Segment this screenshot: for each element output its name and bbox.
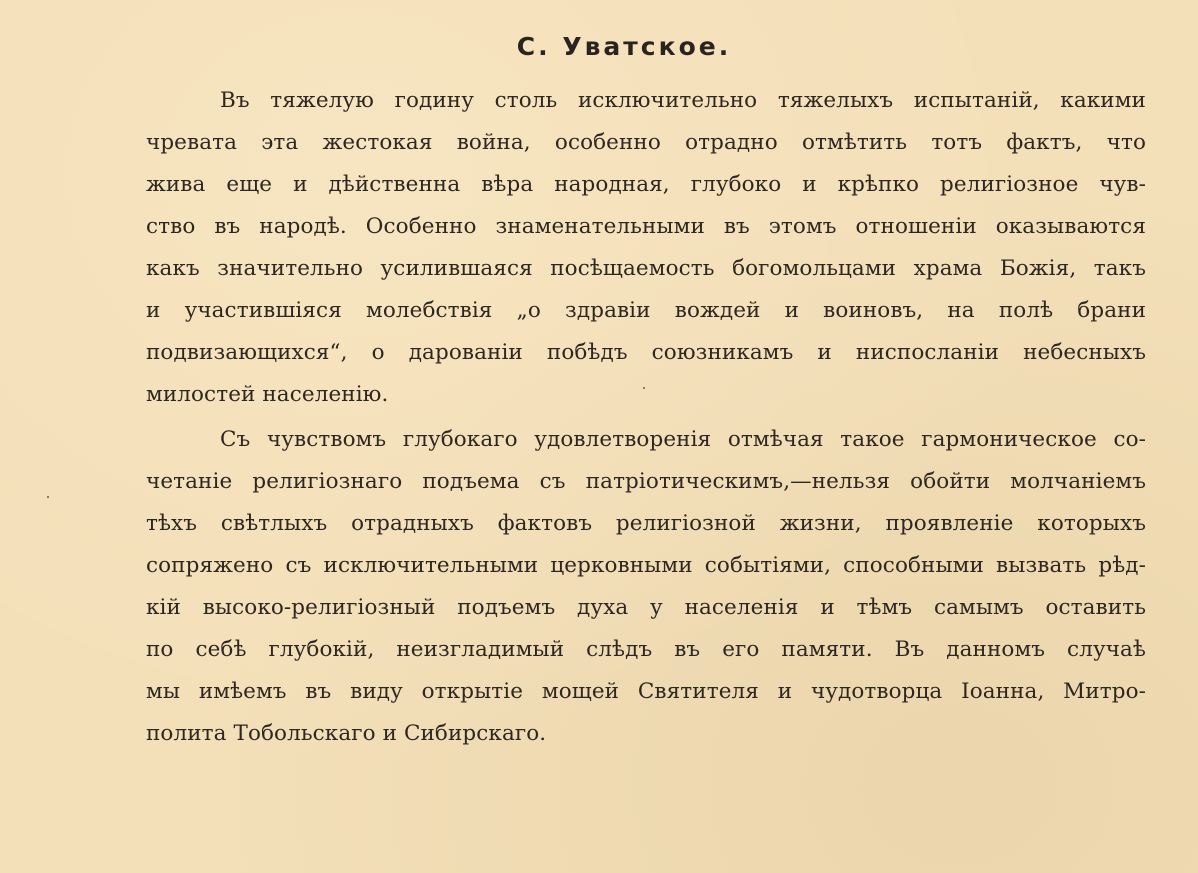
text-line: чревата эта жестокая война, особенно отрадно отмѣтить тотъ фактъ, что: [146, 130, 1146, 155]
paragraph-1: [146, 80, 1146, 416]
text-line: какъ значительно усилившаяся посѣщаемость богомольцами храма Божія, такъ: [146, 256, 1146, 281]
text-line: кій высоко-религіозный подъемъ духа у населенія и тѣмъ самымъ оставить: [146, 595, 1146, 620]
text-line: милостей населенію.: [146, 382, 389, 407]
page-title: С. Уватское.: [516, 32, 732, 61]
text-line: полита Тобольскаго и Сибирскаго.: [146, 721, 547, 746]
text-line: и участившіяся молебствія „о здравіи вождей и воиновъ, на полѣ брани: [146, 298, 1146, 323]
text-line: мы имѣемъ въ виду открытіе мощей Святителя и чудотворца Іоанна, Митро-: [146, 679, 1146, 704]
text-line: Съ чувствомъ глубокаго удовлетворенія отмѣчая такое гармоническое со-: [220, 427, 1146, 452]
text-line: Въ тяжелую годину столь исключительно тяжелыхъ испытаній, какими: [220, 88, 1146, 113]
text-line: ство въ народѣ. Особенно знаменательными въ этомъ отношеніи оказываются: [146, 214, 1146, 239]
text-line: по себѣ глубокій, неизгладимый слѣдъ въ его памяти. Въ данномъ случаѣ: [146, 637, 1146, 662]
paragraph-2: [146, 419, 1146, 755]
text-line: тѣхъ свѣтлыхъ отрадныхъ фактовъ религіозной жизни, проявленіе которыхъ: [146, 511, 1146, 536]
text-line: жива еще и дѣйственна вѣра народная, глубоко и крѣпко религіозное чув-: [146, 172, 1146, 197]
paper-speck: [47, 496, 49, 498]
text-line: сопряжено съ исключительными церковными событіями, способными вызвать рѣд-: [146, 553, 1146, 578]
paper-speck: [643, 387, 645, 389]
text-line: четаніе религіознаго подъема съ патріотическимъ,—нельзя обойти молчаніемъ: [146, 469, 1146, 494]
text-line: подвизающихся“, о дарованіи побѣдъ союзникамъ и ниспосланіи небесныхъ: [146, 340, 1146, 365]
